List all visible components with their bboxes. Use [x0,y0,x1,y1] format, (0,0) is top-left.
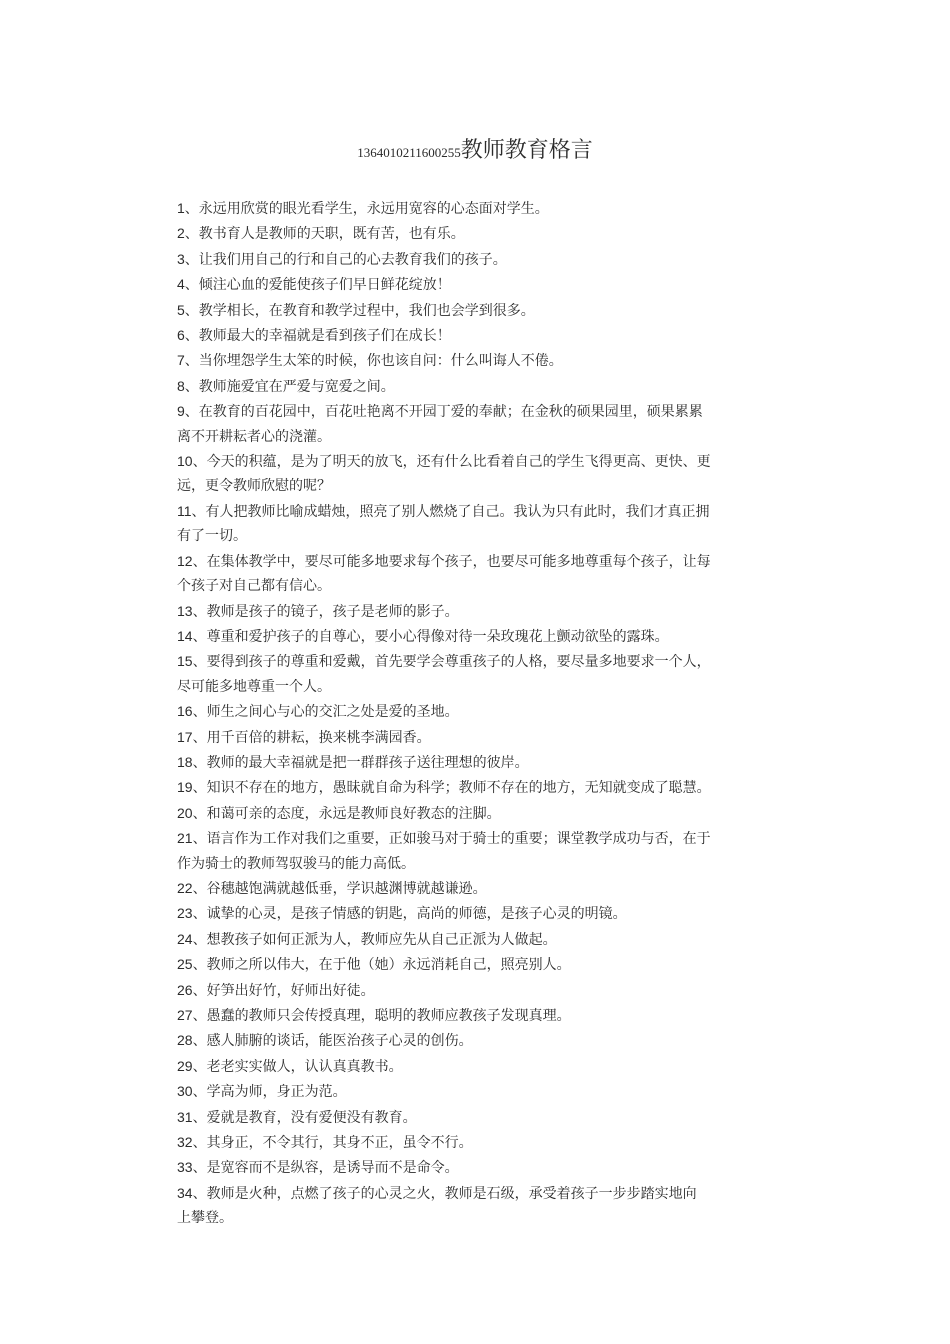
quote-text: 、想教孩子如何正派为人，教师应先从自己正派为人做起。 [192,931,557,948]
quote-line [177,449,809,474]
quote-line [177,425,809,449]
quote-number: 31 [177,1108,193,1125]
quote-number: 17 [177,728,193,745]
quote-item [177,649,809,699]
quote-text: 、其身正，不令其行，其身不正，虽令不行。 [192,1135,473,1152]
title-code: 1364010211600255 [357,145,461,160]
quote-number: 1 [177,200,185,216]
quote-item [177,978,809,1003]
quote-line [177,1206,809,1230]
quote-item [177,1003,809,1028]
quote-number: 22 [177,879,193,896]
quote-item [177,1130,809,1155]
quote-text: 、教师是火种，点燃了孩子的心灵之火，教师是石级，承受着孩子一步步踏实地向 [192,1185,697,1202]
quote-item [177,901,809,926]
quote-text: 、和蔼可亲的态度，永远是教师良好教态的注脚。 [192,805,501,822]
quote-number: 34 [177,1184,193,1201]
quote-item [177,725,809,750]
quote-number: 18 [177,753,193,770]
quote-number: 4 [177,276,185,293]
quote-item [177,1079,809,1104]
quote-number: 33 [177,1159,193,1176]
quote-text: 、永远用欣赏的眼光看学生，永远用宽容的心态面对学生。 [184,201,549,217]
quote-text: 上攀登。 [177,1210,233,1227]
quote-line [177,524,809,548]
quote-item [177,624,809,649]
quote-text: 尽可能多地尊重一个人。 [177,678,331,695]
quote-number: 21 [177,830,193,847]
quote-text: 、当你埋怨学生太笨的时候，你也该自问：什么叫诲人不倦。 [184,353,563,370]
quote-line [177,196,809,221]
quote-number: 24 [177,930,193,947]
quote-number: 5 [177,301,185,318]
quote-line [177,272,809,297]
quote-number: 12 [177,552,193,569]
quote-text: 、教师施爱宜在严爱与宽爱之间。 [184,378,395,395]
quote-item [177,549,809,599]
quote-line [177,1105,809,1130]
quote-number: 8 [177,377,185,394]
quote-number: 16 [177,703,193,720]
quote-text: 、用千百倍的耕耘，换来桃李满园香。 [192,729,431,746]
quote-number: 23 [177,905,193,922]
quote-text: 、愚蠢的教师只会传授真理，聪明的教师应教孩子发现真理。 [192,1008,571,1024]
quote-item [177,374,809,399]
quote-line [177,1155,809,1180]
quote-line [177,298,809,323]
quote-line [177,348,809,373]
quote-item [177,399,809,449]
quote-line [177,826,809,851]
quote-text: 、教师之所以伟大，在于他（她）永远消耗自己，照亮别人。 [192,957,571,974]
quote-line [177,399,809,424]
quote-text: 、师生之间心与心的交汇之处是爱的圣地。 [192,704,459,721]
quote-text: 、要得到孩子的尊重和爱戴，首先要学会尊重孩子的人格，要尽量多地要求一个人， [192,654,711,671]
title-text: 教师教育格言 [460,138,593,163]
quote-number: 27 [177,1007,193,1023]
quote-item [177,272,809,297]
quote-line [177,624,809,649]
quote-item [177,699,809,724]
quote-item [177,876,809,901]
quote-text: 离不开耕耘者心的浇灌。 [177,428,331,445]
quote-text: 有了一切。 [177,528,247,545]
quote-text: 作为骑士的教师驾驭骏马的能力高低。 [177,855,415,872]
quote-number: 9 [177,403,185,420]
quote-text: 、语言作为工作对我们之重要，正如骏马对于骑士的重要；课堂教学成功与否，在于 [192,831,711,848]
quote-item [177,348,809,373]
quote-line [177,876,809,901]
page-title [0,133,950,171]
quote-number: 15 [177,653,193,670]
quote-line [177,221,809,246]
quote-text: 、知识不存在的地方，愚昧就自命为科学；教师不存在的地方，无知就变成了聪慧。 [192,780,711,797]
quote-number: 29 [177,1057,193,1074]
quote-item [177,449,809,499]
quote-text: 、教师是孩子的镜子，孩子是老师的影子。 [192,603,459,620]
quote-item [177,323,809,348]
quote-line [177,1054,809,1079]
quote-line [177,549,809,574]
quote-text: 、教师最大的幸福就是看到孩子们在成长！ [184,328,451,345]
quote-text: 、感人肺腑的谈话，能医治孩子心灵的创伤。 [192,1033,473,1050]
quote-text: 、今天的积蕴，是为了明天的放飞，还有什么比看着自己的学生飞得更高、更快、更 [192,454,711,471]
quote-item [177,221,809,246]
quote-number: 3 [177,250,185,267]
quote-number: 26 [177,981,193,998]
quote-item [177,1155,809,1180]
quote-text: 、有人把教师比喻成蜡烛，照亮了别人燃烧了自己。我认为只有此时，我们才真正拥 [191,503,710,520]
quote-line [177,599,809,624]
quote-line [177,675,809,699]
quote-number: 30 [177,1083,193,1100]
quote-line [177,323,809,348]
quote-number: 20 [177,804,193,821]
quote-item [177,927,809,952]
quote-item [177,1054,809,1079]
quote-text: 、是宽容而不是纵容，是诱导而不是命令。 [192,1160,459,1177]
quote-line [177,725,809,750]
quote-text: 远，更令教师欣慰的呢？ [177,478,331,495]
quote-line [177,750,809,775]
quote-number: 28 [177,1032,193,1049]
quote-number: 2 [177,225,185,242]
quote-line [177,247,809,272]
quote-text: 、老老实实做人，认认真真教书。 [192,1058,403,1075]
quote-item [177,499,809,549]
quote-line [177,1079,809,1104]
quote-text: 、教学相长，在教育和教学过程中，我们也会学到很多。 [184,302,535,319]
quote-text: 、倾注心血的爱能使孩子们早日鲜花绽放！ [184,277,451,294]
quote-item [177,826,809,876]
quote-number: 19 [177,779,193,796]
quote-line [177,978,809,1003]
quote-text: 、在集体教学中，要尽可能多地要求每个孩子，也要尽可能多地尊重每个孩子，让每 [192,553,711,570]
quote-number: 14 [177,627,193,644]
quote-number: 25 [177,956,193,973]
quote-item [177,247,809,272]
quote-item [177,1028,809,1053]
quote-text: 、爱就是教育，没有爱便没有教育。 [192,1109,417,1126]
quote-text: 、诚挚的心灵，是孩子情感的钥匙，高尚的师德，是孩子心灵的明镜。 [192,906,627,923]
quote-text: 、学高为师，身正为范。 [192,1084,347,1101]
quote-number: 10 [177,453,193,470]
quote-line [177,649,809,674]
quote-text: 、谷穗越饱满就越低垂，学识越渊博就越谦逊。 [192,880,487,897]
quote-item [177,1105,809,1130]
quote-item [177,196,809,221]
quote-line [177,574,809,598]
quote-item [177,952,809,977]
quote-text: 、教师的最大幸福就是把一群群孩子送往理想的彼岸。 [192,754,529,771]
quote-text: 个孩子对自己都有信心。 [177,578,331,595]
quote-line [177,1130,809,1155]
quote-item [177,801,809,826]
quote-item [177,599,809,624]
quote-text: 、让我们用自己的行和自己的心去教育我们的孩子。 [184,251,507,268]
quote-item [177,298,809,323]
quote-line [177,801,809,826]
quote-number: 11 [177,502,192,519]
quote-number: 32 [177,1134,193,1151]
quote-line [177,1028,809,1053]
quote-text: 、好笋出好竹，好师出好徒。 [192,982,375,999]
quote-text: 、教书育人是教师的天职，既有苦，也有乐。 [184,226,465,243]
quote-line [177,775,809,800]
quote-line [177,499,809,524]
quote-line [177,852,809,876]
quote-number: 13 [177,602,193,619]
quote-number: 7 [177,352,185,369]
quote-text: 、尊重和爱护孩子的自尊心，要小心得像对待一朵玫瑰花上颤动欲坠的露珠。 [192,628,669,645]
quote-line [177,374,809,399]
quote-item [177,1181,809,1231]
quote-line [177,901,809,926]
quote-line [177,952,809,977]
quote-line [177,927,809,952]
quote-item [177,750,809,775]
quote-line [177,474,809,498]
quote-number: 6 [177,327,185,344]
quote-line [177,1003,809,1028]
quote-line [177,1181,809,1206]
quote-list [177,196,809,1231]
quote-line [177,699,809,724]
quote-text: 、在教育的百花园中，百花吐艳离不开园丁爱的奉献；在金秋的硕果园里，硕果累累 [184,404,703,421]
quote-item [177,775,809,800]
